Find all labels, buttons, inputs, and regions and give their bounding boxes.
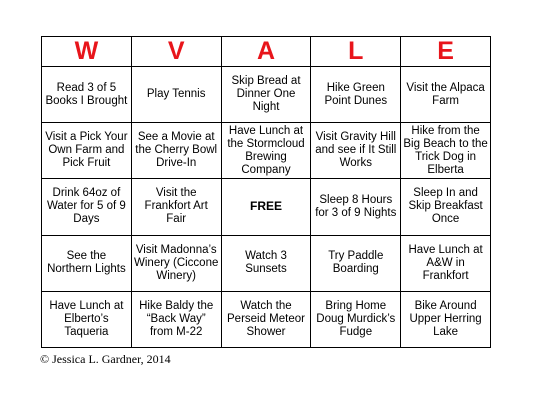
header-letter-a: A — [221, 37, 311, 67]
bingo-cell: See the Northern Lights — [42, 235, 132, 291]
bingo-cell: Visit the Alpaca Farm — [401, 67, 491, 123]
bingo-cell: Bring Home Doug Murdick’s Fudge — [311, 291, 401, 347]
bingo-cell: Read 3 of 5 Books I Brought — [42, 67, 132, 123]
header-letter-e: E — [401, 37, 491, 67]
free-space-cell: FREE — [221, 179, 311, 235]
bingo-cell: Skip Bread at Dinner One Night — [221, 67, 311, 123]
bingo-cell: Visit Gravity Hill and see if It Still Works — [311, 123, 401, 179]
bingo-cell: Watch 3 Sunsets — [221, 235, 311, 291]
bingo-cell: Have Lunch at the Stormcloud Brewing Company — [221, 123, 311, 179]
bingo-cell: Hike from the Big Beach to the Trick Dog in Elberta — [401, 123, 491, 179]
bingo-cell: Have Lunch at A&W in Frankfort — [401, 235, 491, 291]
bingo-cell: Play Tennis — [131, 67, 221, 123]
bingo-row-4 — [42, 235, 491, 291]
bingo-cell: Try Paddle Boarding — [311, 235, 401, 291]
bingo-cell: Have Lunch at Elberto’s Taqueria — [42, 291, 132, 347]
bingo-cell: Watch the Perseid Meteor Shower — [221, 291, 311, 347]
header-letter-l: L — [311, 37, 401, 67]
bingo-row-1 — [42, 67, 491, 123]
bingo-cell: Hike Baldy the “Back Way” from M-22 — [131, 291, 221, 347]
bingo-cell: Sleep 8 Hours for 3 of 9 Nights — [311, 179, 401, 235]
bingo-cell: Visit the Frankfort Art Fair — [131, 179, 221, 235]
bingo-card — [41, 36, 491, 348]
bingo-row-2 — [42, 123, 491, 179]
bingo-cell: Sleep In and Skip Breakfast Once — [401, 179, 491, 235]
copyright-notice: © Jessica L. Gardner, 2014 — [40, 352, 171, 366]
bingo-cell: Visit a Pick Your Own Farm and Pick Fruit — [42, 123, 132, 179]
bingo-row-3 — [42, 179, 491, 235]
header-letter-w: W — [42, 37, 132, 67]
bingo-row-5 — [42, 291, 491, 347]
header-row — [42, 37, 491, 67]
header-letter-v: V — [131, 37, 221, 67]
bingo-cell: Hike Green Point Dunes — [311, 67, 401, 123]
bingo-cell: Visit Madonna’s Winery (Ciccone Winery) — [131, 235, 221, 291]
bingo-cell: Drink 64oz of Water for 5 of 9 Days — [42, 179, 132, 235]
bingo-cell: Bike Around Upper Herring Lake — [401, 291, 491, 347]
bingo-cell: See a Movie at the Cherry Bowl Drive-In — [131, 123, 221, 179]
